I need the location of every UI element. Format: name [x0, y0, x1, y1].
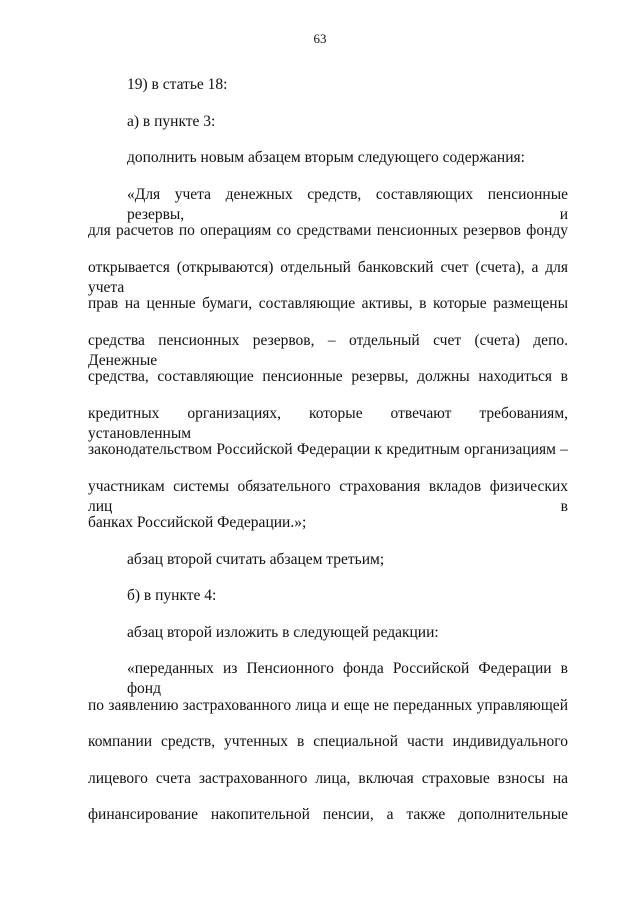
- text-line-item-b: б) в пункте 4:: [127, 587, 217, 604]
- text-line: «Для учета денежных средств, составляющих пенсионные резервы, и: [127, 186, 568, 223]
- text-line: банках Российской Федерации.»;: [88, 514, 307, 531]
- text-line-add-paragraph: дополнить новым абзацем вторым следующего содержания:: [127, 149, 525, 166]
- text-line: «переданных из Пенсионного фонда Российской Федерации в фонд: [127, 660, 568, 697]
- text-line: абзац второй считать абзацем третьим;: [127, 551, 385, 568]
- text-line: кредитных организациях, которые отвечают требованиям, установленным: [88, 405, 568, 442]
- text-line-item-a: а) в пункте 3:: [127, 113, 216, 130]
- text-line: средства, составляющие пенсионные резервы, должны находиться в: [88, 368, 568, 385]
- text-line: средства пенсионных резервов, – отдельный счет (счета) депо. Денежные: [88, 332, 568, 369]
- text-line: для расчетов по операциям со средствами пенсионных резервов фонду: [88, 222, 568, 239]
- text-line-subsection-19: 19) в статье 18:: [127, 76, 228, 93]
- text-line: компании средств, учтенных в специальной части индивидуального: [88, 733, 568, 750]
- text-line: лицевого счета застрахованного лица, включая страховые взносы на: [88, 770, 568, 787]
- text-line: законодательством Российской Федерации к кредитным организациям –: [88, 441, 568, 458]
- text-line: финансирование накопительной пенсии, а также дополнительные: [88, 806, 568, 823]
- text-line: абзац второй изложить в следующей редакции:: [127, 624, 439, 641]
- text-line: открывается (открываются) отдельный банковский счет (счета), а для учета: [88, 259, 568, 296]
- text-line: прав на ценные бумаги, составляющие активы, в которые размещены: [88, 295, 568, 312]
- page-number: 63: [313, 31, 327, 46]
- text-line: участникам системы обязательного страхования вкладов физических лиц в: [88, 478, 568, 515]
- text-line: по заявлению застрахованного лица и еще не переданных управляющей: [88, 697, 568, 714]
